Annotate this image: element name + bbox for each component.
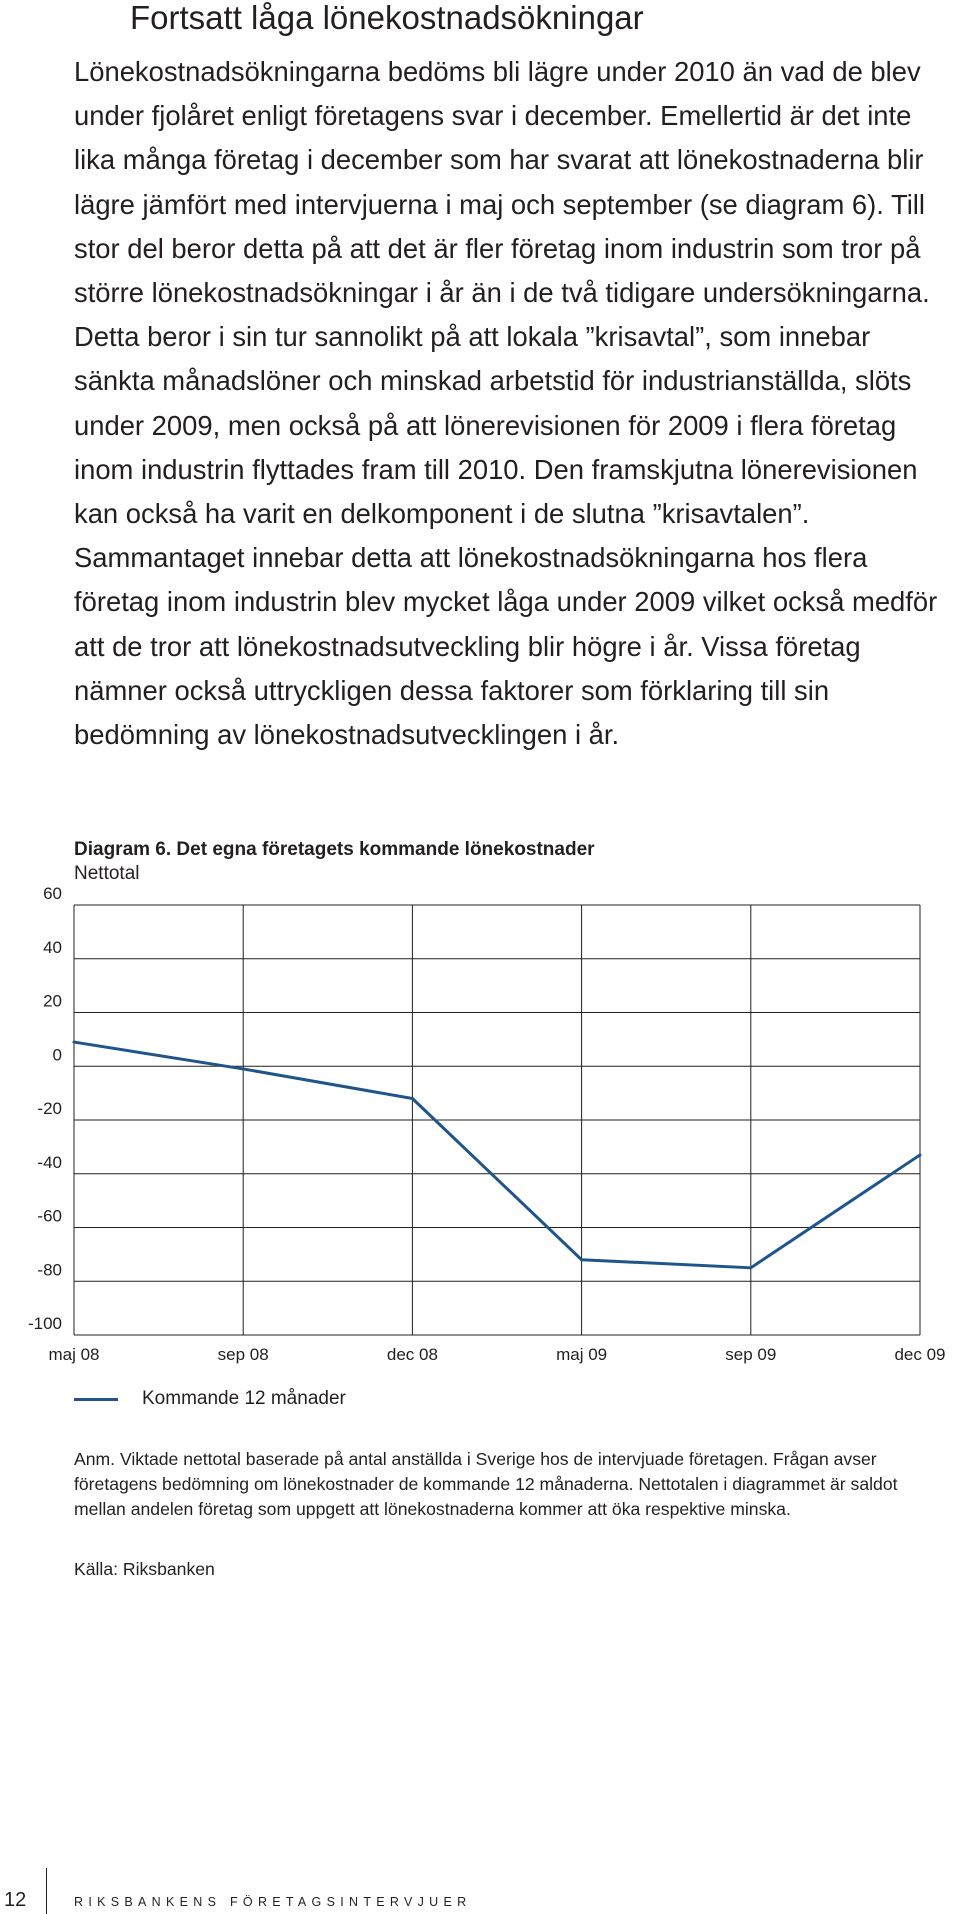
page-number: 12 bbox=[4, 1889, 27, 1911]
y-tick-label: -80 bbox=[37, 1260, 62, 1280]
y-tick-label: 20 bbox=[43, 991, 62, 1011]
diagram-note: Anm. Viktade nettotal baserade på antal anställda i Sverige hos de intervjuade företagen. Frågan avser företagens bedömning om lönekostnader de kommande 12 månaderna. Nettotalen i diagrammet är saldot mellan andelen företag som uppgett att lönekostnaderna kommer att öka respektive minska. bbox=[74, 1449, 898, 1519]
x-tick-label: dec 09 bbox=[894, 1345, 946, 1364]
x-axis-ticks bbox=[48, 1345, 945, 1364]
y-tick-label: 40 bbox=[43, 937, 62, 957]
x-tick-label: maj 08 bbox=[48, 1345, 100, 1364]
y-tick-label: -100 bbox=[27, 1314, 62, 1333]
line-chart bbox=[0, 880, 960, 1400]
diagram-source: Källa: Riksbanken bbox=[74, 1559, 215, 1579]
x-tick-label: sep 08 bbox=[217, 1345, 269, 1364]
data-point bbox=[242, 1067, 245, 1070]
data-point bbox=[919, 1153, 922, 1156]
data-point bbox=[749, 1266, 752, 1269]
y-tick-label: -20 bbox=[37, 1099, 62, 1118]
y-tick-label: 60 bbox=[43, 884, 62, 903]
body-paragraph: Lönekostnadsökningarna bedöms bli lägre under 2010 än vad de blev under fjolåret enligt företagens svar i december. Emellertid är det inte lika många företag i december som har svarat att lönekostnaderna blir lägre jämfört med intervjuerna i maj och september (se diagram 6). Till stor del beror detta på att det är fler företag inom industrin som tror på större lönekostnadsökningar i år än i de två tidigare undersökningarna. Detta beror i sin tur sannolikt på att lokala ”krisavtal”, som innebar sänkta månadslöner och minskad arbetstid för industrianställda, slöts under 2009, men också på att lönerevisionen för 2009 i flera företag inom industrin flyttades fram till 2010. Den framskjutna lönerevisionen kan också ha varit en delkomponent i de slutna ”krisavtalen”. Sammantaget innebar detta att lönekostnadsökningarna hos flera företag inom industrin blev mycket låga under 2009 vilket också medför att de tror att lönekostnadsutveckling blir högre i år. Vissa företag nämner också uttryckligen dessa faktorer som förklaring till sin bedömning av lönekostnadsutvecklingen i år. bbox=[74, 56, 938, 751]
x-tick-label: maj 09 bbox=[556, 1345, 608, 1364]
page-heading: Fortsatt låga lönekostnadsökningar bbox=[130, 0, 644, 36]
x-tick-label: sep 09 bbox=[725, 1345, 777, 1364]
chart-series bbox=[73, 1041, 922, 1270]
legend-label: Kommande 12 månader bbox=[142, 1388, 346, 1409]
chart-legend bbox=[74, 1385, 346, 1413]
x-tick-label: dec 08 bbox=[386, 1345, 438, 1364]
y-tick-label: -40 bbox=[37, 1152, 62, 1172]
diagram-title: Diagram 6. Det egna företagets kommande lönekostnader bbox=[74, 839, 595, 860]
series-line bbox=[74, 1042, 920, 1268]
legend-swatch bbox=[74, 1398, 118, 1401]
diagram-subtitle: Nettotal bbox=[74, 863, 140, 884]
footer-divider bbox=[46, 1868, 47, 1914]
y-axis-ticks bbox=[28, 884, 62, 1333]
y-tick-label: 0 bbox=[52, 1045, 62, 1065]
publication-title: RIKSBANKENS FÖRETAGSINTERVJUER bbox=[74, 1895, 472, 1909]
y-tick-label: -60 bbox=[37, 1206, 62, 1226]
data-point bbox=[73, 1041, 76, 1044]
data-point bbox=[411, 1097, 414, 1100]
chart-grid bbox=[74, 905, 920, 1335]
data-point bbox=[580, 1258, 583, 1261]
